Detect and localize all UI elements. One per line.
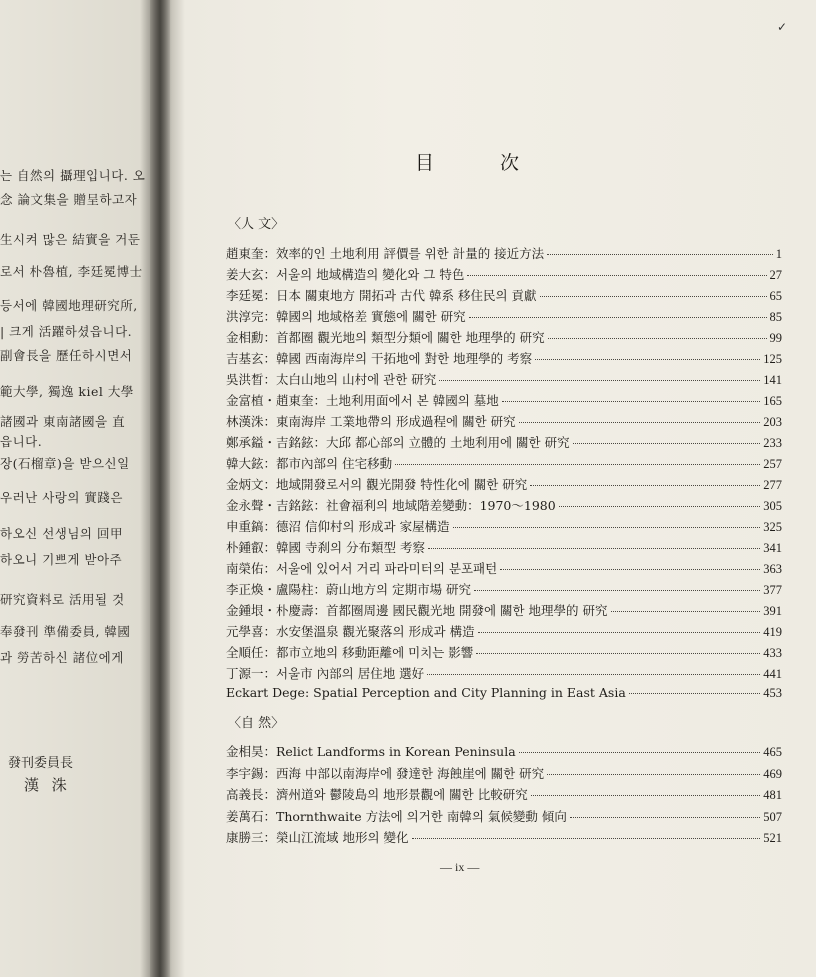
book-gutter: [150, 0, 170, 977]
entry-title: 서울의 地域構造의 變化와 그 特色: [276, 267, 465, 282]
preface-line: 읍니다.: [0, 434, 43, 449]
leader-dots: [467, 275, 766, 276]
entry-page-number: 453: [763, 686, 782, 700]
leader-dots: [412, 838, 761, 839]
leader-dots: [548, 338, 767, 339]
toc-entry: [226, 286, 782, 304]
entry-author: 金永聲・吉銘鉉：: [226, 498, 327, 513]
entry-page-number: 341: [763, 541, 782, 555]
entry-title: 韓國 寺刹의 分布類型 考察: [276, 540, 426, 555]
entry-title: 首都圈周邊 國民觀光地 開發에 關한 地理學的 研究: [326, 603, 608, 618]
toc-entry: [226, 622, 782, 640]
entry-author: 韓大鉉：: [226, 456, 277, 471]
entry-author: 金相勳：: [226, 330, 277, 345]
leader-dots: [559, 506, 761, 507]
right-page: [170, 0, 816, 977]
preface-line: 研究資料로 活用될 것: [0, 592, 125, 607]
entry-author: 金炳文：: [226, 477, 277, 492]
entry-page-number: 85: [769, 310, 782, 324]
toc-entry: [226, 538, 782, 556]
left-page: [0, 0, 158, 977]
entry-page-number: 65: [769, 289, 782, 303]
leader-dots: [547, 254, 773, 255]
entry-author: 鄭承鎰・吉銘鉉：: [226, 435, 327, 450]
toc-entry: [226, 433, 782, 451]
toc-entry: [226, 601, 782, 619]
toc-entry: [226, 496, 782, 514]
entry-page-number: 363: [763, 562, 782, 576]
entry-title: Thornthwaite 方法에 의거한 南韓의 氣候變動 傾向: [276, 808, 567, 824]
entry-title: 西海 中部以南海岸에 發達한 海蝕崖에 關한 研究: [276, 765, 545, 781]
entry-author: 姜大玄：: [226, 267, 277, 282]
preface-line: 念 論文集을 贈呈하고자: [0, 192, 138, 207]
entry-page-number: 469: [763, 766, 782, 781]
entry-title: 東南海岸 工業地帶의 形成過程에 關한 研究: [276, 414, 516, 429]
entry-title: 韓國의 地域格差 實態에 關한 研究: [276, 309, 466, 324]
leader-dots: [453, 527, 761, 528]
toc-entry: [226, 370, 782, 388]
entry-author: 申重鎬：: [226, 519, 277, 534]
leader-dots: [428, 548, 760, 549]
entry-title: 社會福利의 地域階差變動：1970～1980: [326, 498, 556, 513]
preface-line: 하오신 선생님의 回甲: [0, 526, 123, 541]
entry-author: 朴鍾叡：: [226, 540, 277, 555]
entry-title: 土地利用面에서 본 韓國의 墓地: [326, 393, 499, 408]
leader-dots: [439, 380, 760, 381]
entry-author: 金鍾垠・朴慶壽：: [226, 603, 327, 618]
entry-title: Eckart Dege: Spatial Perception and City Planning in East Asia: [226, 685, 626, 700]
entry-page-number: 277: [763, 478, 782, 492]
preface-line: 로서 朴魯植, 李廷冕博士: [0, 264, 143, 279]
leader-dots: [531, 795, 761, 796]
entry-title: 效率的인 土地利用 評價를 위한 計量的 接近方法: [276, 246, 545, 261]
toc-entry: [226, 328, 782, 346]
toc-entry: [226, 307, 782, 325]
preface-line: 奉發刊 準備委員, 韓國: [0, 624, 131, 639]
toc-entry: [226, 580, 782, 598]
toc-entry: [226, 475, 782, 493]
signature: 漢 洙: [24, 776, 71, 794]
preface-line: 副會長을 歷任하시면서: [0, 348, 133, 363]
entry-page-number: 465: [763, 745, 782, 759]
entry-page-number: 233: [763, 436, 782, 450]
entry-title: 서울市 內部의 居住地 選好: [276, 666, 425, 681]
entry-author: 金相昊：: [226, 744, 277, 759]
entry-title: 地域開發로서의 觀光開發 特性化에 關한 研究: [276, 477, 528, 492]
toc-entry: [226, 685, 782, 703]
preface-line: 과 勞苦하신 諸位에게: [0, 650, 124, 665]
leader-dots: [611, 611, 761, 612]
preface-line: 範大學, 獨逸 kiel 大學: [0, 384, 134, 399]
leader-dots: [474, 590, 760, 591]
preface-line: 우러난 사랑의 實踐은: [0, 490, 123, 505]
entry-page-number: 141: [763, 373, 782, 387]
preface-line: 生시켜 많은 結實을 거둔: [0, 232, 141, 247]
leader-dots: [570, 817, 760, 818]
entry-title: 蔚山地方의 定期市場 研究: [326, 582, 472, 597]
entry-title: 日本 關東地方 開拓과 古代 韓系 移住民의 貢獻: [276, 288, 537, 303]
entry-title: 濟州道와 鬱陵島의 地形景觀에 關한 比較研究: [276, 787, 528, 802]
entry-title: 都市內部의 住宅移動: [276, 456, 393, 471]
section-heading: 〈人 文〉: [228, 217, 285, 232]
entry-title: 德沼 信仰村의 形成과 家屋構造: [276, 519, 450, 534]
leader-dots: [395, 464, 760, 465]
entry-author: 元學喜：: [226, 624, 277, 639]
entry-page-number: 325: [763, 520, 782, 534]
toc-entry: [226, 828, 782, 846]
toc-entry: [226, 807, 782, 825]
toc-entry: [226, 454, 782, 472]
entry-author: 南榮佑：: [226, 561, 277, 576]
entry-author: 吳洪晳：: [226, 372, 277, 387]
toc-entry: [226, 764, 782, 782]
entry-page-number: 391: [763, 604, 782, 618]
leader-dots: [502, 401, 761, 402]
committee-title: 發刊委員長: [8, 756, 74, 771]
toc-entry: [226, 643, 782, 661]
toc-entry: [226, 517, 782, 535]
entry-page-number: 441: [763, 667, 782, 681]
entry-title: 榮山江流域 地形의 變化: [276, 830, 409, 845]
entry-author: 李宇錫：: [226, 765, 277, 781]
leader-dots: [519, 752, 761, 753]
entry-page-number: 27: [769, 268, 782, 282]
corner-mark: ✓: [777, 20, 788, 34]
entry-author: 趙東奎：: [226, 246, 277, 261]
leader-dots: [573, 443, 761, 444]
entry-title: Relict Landforms in Korean Peninsula: [276, 744, 516, 759]
entry-page-number: 433: [763, 646, 782, 660]
toc-entry: [226, 412, 782, 430]
leader-dots: [535, 359, 760, 360]
section-heading: 〈自 然〉: [228, 716, 285, 731]
entry-title: 大邱 都心部의 立體的 土地利用에 關한 研究: [326, 435, 570, 450]
toc-entry: [226, 742, 782, 760]
entry-page-number: 377: [763, 583, 782, 597]
toc-entry: [226, 785, 782, 803]
entry-author: 李正煥・盧陽柱：: [226, 582, 327, 597]
entry-title: 都市立地의 移動距離에 미치는 影響: [276, 645, 474, 660]
entry-title: 水安堡溫泉 觀光聚落의 形成과 構造: [276, 624, 475, 639]
leader-dots: [519, 422, 761, 423]
entry-author: 金富植・趙東奎：: [226, 393, 327, 408]
leader-dots: [476, 653, 760, 654]
entry-author: 吉基玄：: [226, 351, 277, 366]
entry-title: 首都圈 觀光地의 類型分類에 關한 地理學的 研究: [276, 330, 545, 345]
page-folio: — ix —: [440, 860, 480, 874]
preface-line: | 크게 活躍하셨읍니다.: [0, 324, 133, 339]
entry-page-number: 1: [775, 247, 782, 261]
entry-page-number: 203: [763, 415, 782, 429]
leader-dots: [547, 774, 760, 775]
entry-author: 林漢洙：: [226, 414, 277, 429]
entry-author: 姜萬石：: [226, 808, 277, 824]
toc-entry: [226, 349, 782, 367]
leader-dots: [478, 632, 761, 633]
leader-dots: [540, 296, 767, 297]
entry-author: 洪淳完：: [226, 309, 277, 324]
preface-line: 하오니 기쁘게 받아주: [0, 552, 123, 567]
preface-line: 諸國과 東南諸國을 直: [0, 414, 126, 429]
entry-page-number: 165: [763, 394, 782, 408]
entry-page-number: 257: [763, 457, 782, 471]
preface-line: 는 自然의 攝理입니다. 오: [0, 168, 146, 183]
entry-page-number: 481: [763, 788, 782, 802]
toc-entry: [226, 664, 782, 682]
toc-title: 目 次: [415, 152, 550, 174]
entry-author: 李廷冕：: [226, 288, 277, 303]
entry-page-number: 419: [763, 625, 782, 639]
entry-page-number: 125: [763, 352, 782, 366]
entry-title: 韓國 西南海岸의 干拓地에 對한 地理學的 考察: [276, 351, 533, 366]
toc-entry: [226, 265, 782, 283]
entry-title: 太白山地의 山村에 관한 研究: [276, 372, 437, 387]
toc-entry: [226, 559, 782, 577]
toc-entry: [226, 244, 782, 262]
entry-page-number: 507: [763, 809, 782, 824]
entry-page-number: 521: [763, 831, 782, 845]
entry-title: 서울에 있어서 거리 파라미터의 분포패턴: [276, 561, 498, 576]
toc-entry: [226, 391, 782, 409]
leader-dots: [427, 674, 760, 675]
leader-dots: [530, 485, 760, 486]
entry-author: 高義長：: [226, 787, 277, 802]
entry-page-number: 305: [763, 499, 782, 513]
preface-line: 장(石榴章)을 받으신일: [0, 456, 130, 471]
entry-author: 全順任：: [226, 645, 277, 660]
leader-dots: [500, 569, 760, 570]
entry-page-number: 99: [769, 331, 782, 345]
entry-author: 丁源一：: [226, 666, 277, 681]
leader-dots: [629, 693, 760, 694]
entry-author: 康勝三：: [226, 830, 277, 845]
leader-dots: [469, 317, 767, 318]
preface-line: 등서에 韓國地理研究所,: [0, 298, 138, 313]
